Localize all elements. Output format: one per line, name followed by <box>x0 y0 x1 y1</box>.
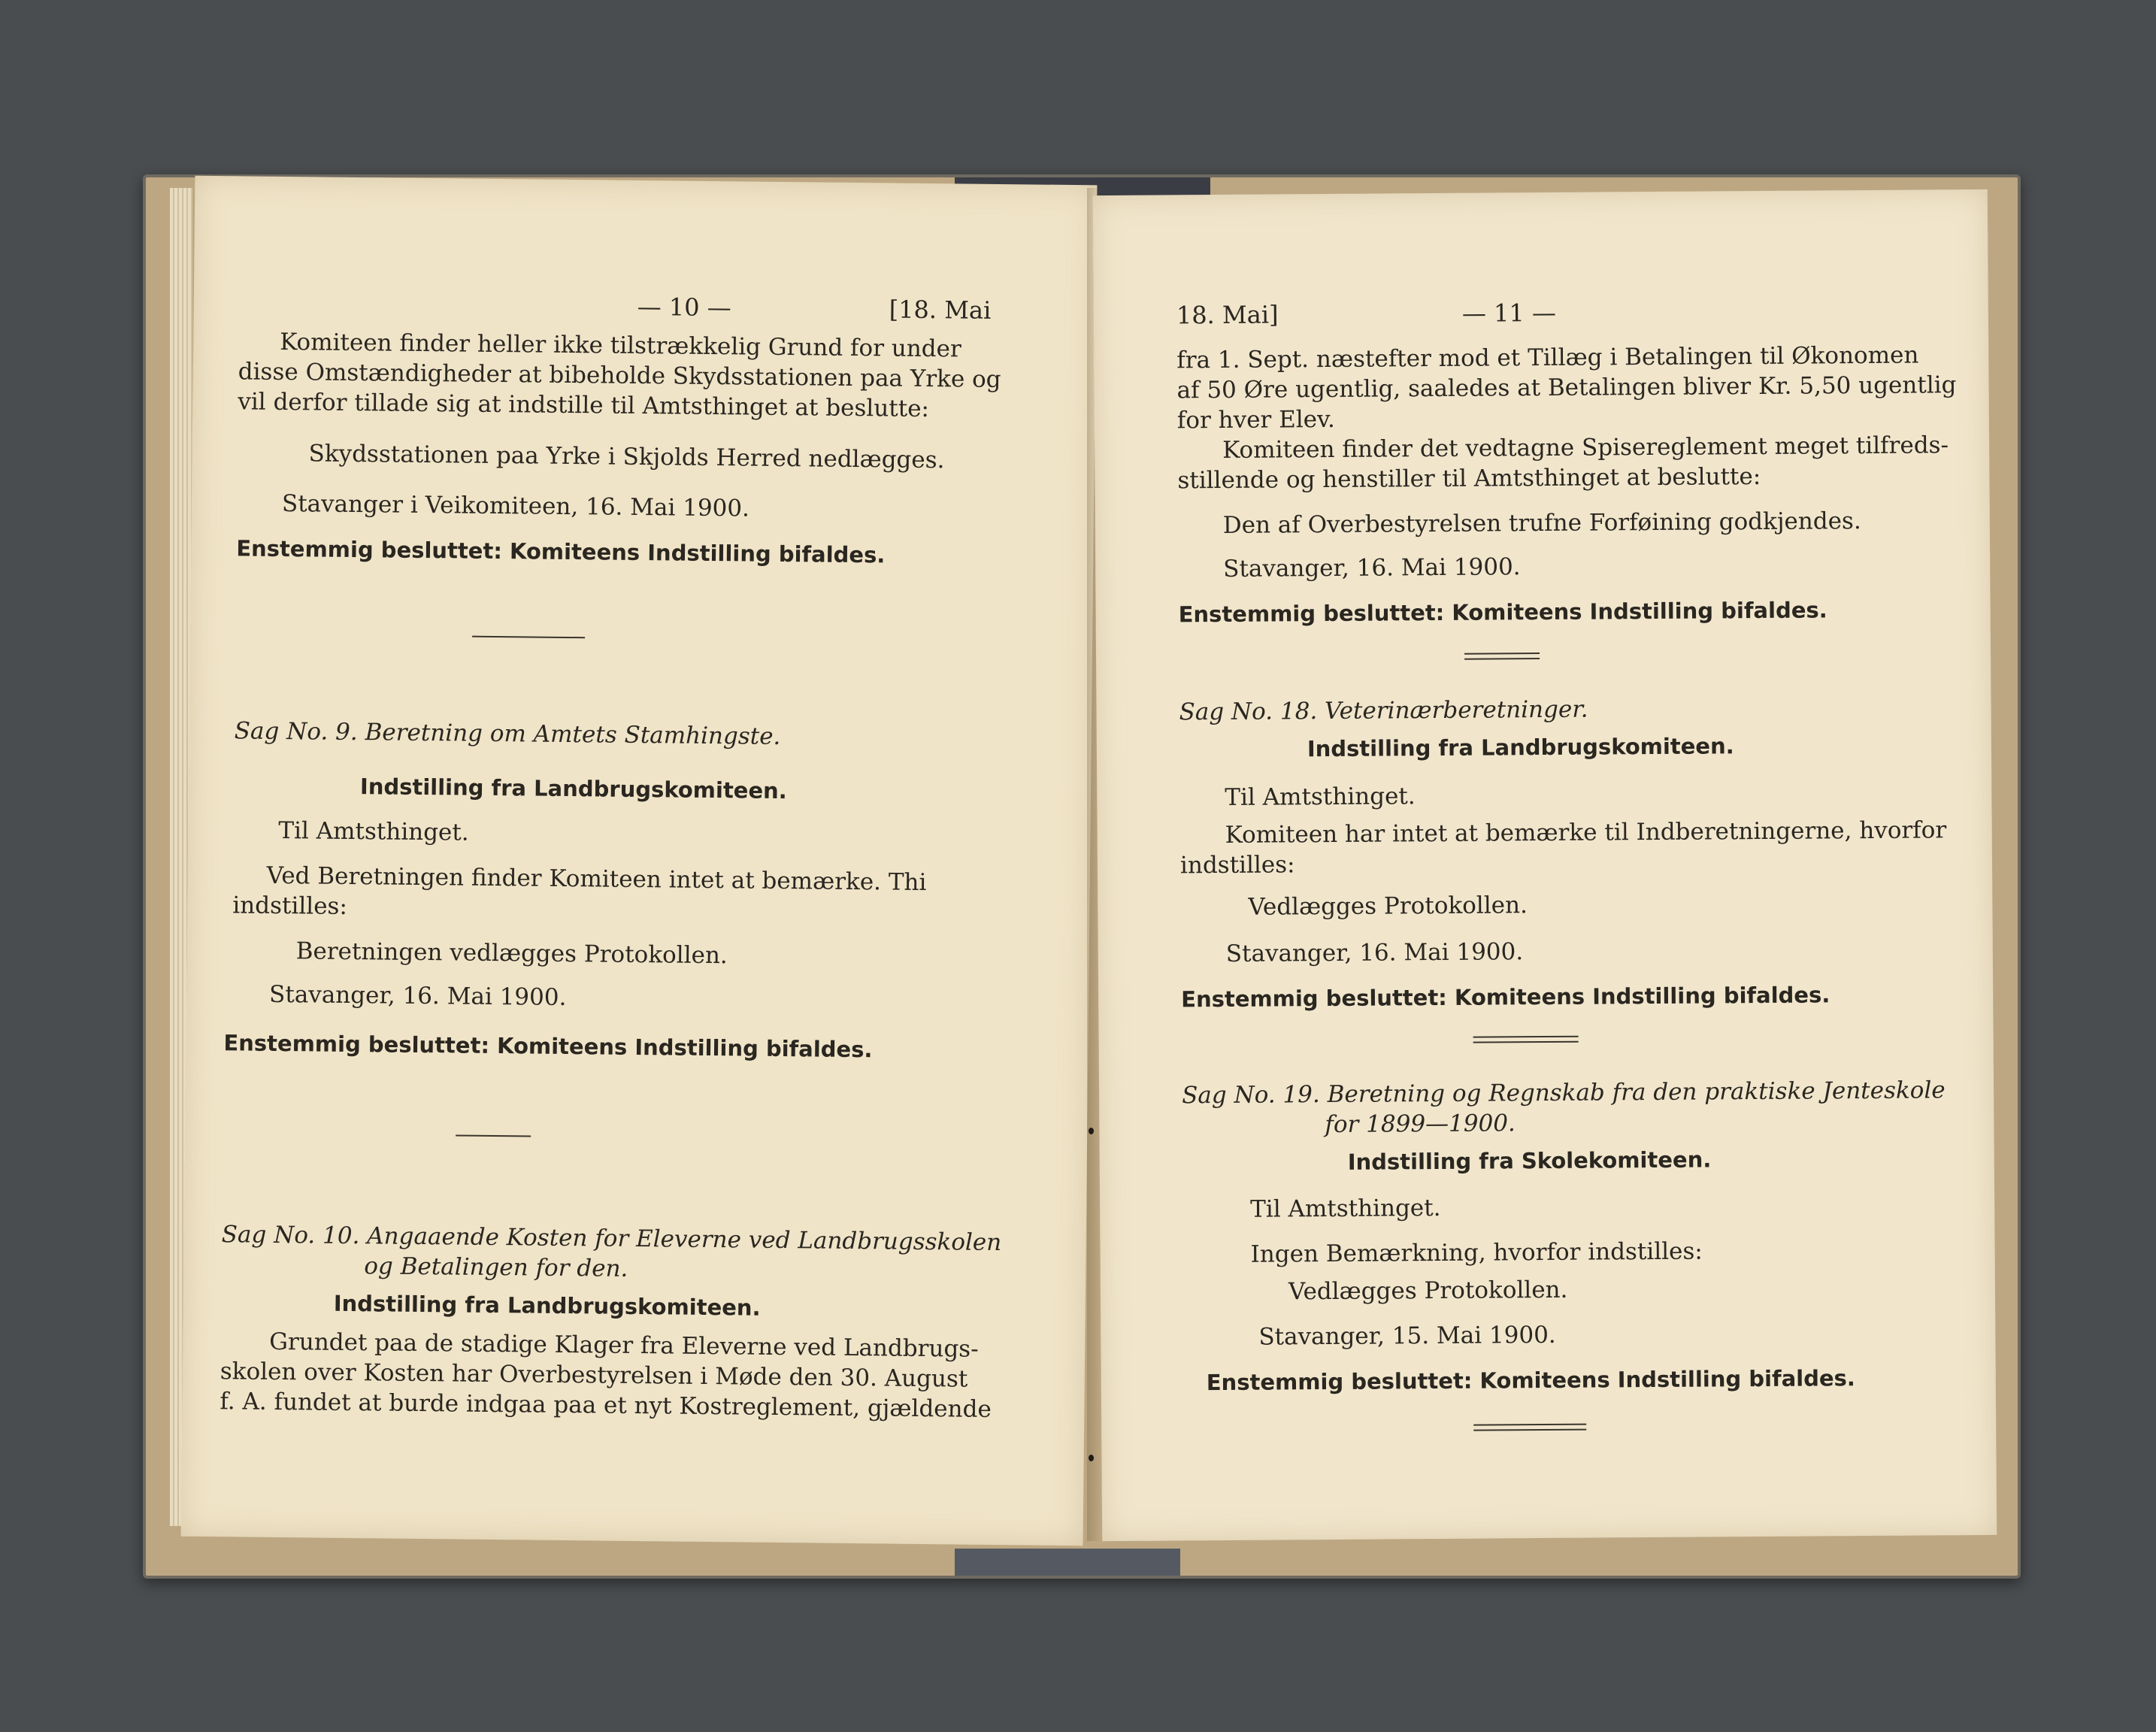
proposal-text: Den af Overbestyrelsen trufne Forføining godkjendes. <box>1222 507 1861 539</box>
committee-heading: Indstilling fra Landbrugskomiteen. <box>359 774 787 804</box>
signoff-text: Stavanger i Veikomiteen, 16. Mai 1900. <box>281 490 750 522</box>
paragraph-line: for hver Elev. <box>1176 405 1335 435</box>
case-title: Sag No. 18. Veterinærberetninger. <box>1179 695 1588 726</box>
page-number: — 11 — <box>1461 298 1557 328</box>
paragraph-line: Ved Beretningen finder Komiteen intet at bemærke. Thi <box>266 861 927 897</box>
proposal-text: Vedlægges Protokollen. <box>1288 1276 1568 1306</box>
page-number: — 10 — <box>637 292 731 322</box>
addressee-text: Til Amtsthinget. <box>1250 1194 1441 1223</box>
left-page-content <box>181 176 1098 1546</box>
case-title: Sag No. 10. Angaaende Kosten for Eleverne ved Landbrugsskolen <box>221 1221 1002 1257</box>
left-page <box>181 176 1098 1546</box>
addressee-text: Til Amtsthinget. <box>278 816 469 846</box>
section-divider <box>1473 1424 1586 1431</box>
section-divider <box>456 1134 531 1137</box>
decision-text: Enstemmig besluttet: Komiteens Indstilling bifaldes. <box>1178 597 1827 628</box>
committee-heading: Indstilling fra Skolekomiteen. <box>1347 1146 1712 1175</box>
paragraph-line: disse Omstændigheder at bibeholde Skydsstationen paa Yrke og <box>238 358 1001 394</box>
section-divider <box>472 636 585 639</box>
right-page-content <box>1093 189 1997 1541</box>
paragraph-line: skolen over Kosten har Overbestyrelsen i Møde den 30. August <box>220 1358 968 1393</box>
paragraph-line: indstilles: <box>232 892 348 920</box>
decision-text: Enstemmig besluttet: Komiteens Indstilling bifaldes. <box>236 535 886 568</box>
paragraph-line: vil derfor tillade sig at indstille til Amtsthinget at beslutte: <box>238 388 930 423</box>
paragraph-line: Komiteen finder det vedtagne Spisereglement meget tilfreds- <box>1222 431 1949 464</box>
decision-text: Enstemmig besluttet: Komiteens Indstilling bifaldes. <box>1206 1365 1855 1396</box>
case-title: Sag No. 9. Beretning om Amtets Stamhingste. <box>234 717 781 750</box>
proposal-text: Vedlægges Protokollen. <box>1248 892 1528 921</box>
paragraph-line: indstilles: <box>1179 851 1295 880</box>
paragraph-line: f. A. fundet at burde indgaa paa et nyt Kostreglement, gjældende <box>220 1388 992 1423</box>
case-title-continued: og Betalingen for den. <box>364 1252 628 1282</box>
proposal-text: Skydsstationen paa Yrke i Skjolds Herred nedlægges. <box>308 440 945 474</box>
decision-text: Enstemmig besluttet: Komiteens Indstilling bifaldes. <box>1181 982 1830 1013</box>
binding-hole <box>1089 1455 1094 1461</box>
committee-heading: Indstilling fra Landbrugskomiteen. <box>333 1290 761 1321</box>
paragraph-line: Ingen Bemærkning, hvorfor indstilles: <box>1250 1237 1703 1268</box>
section-divider <box>1473 1036 1579 1043</box>
section-divider <box>1464 653 1540 660</box>
date-header: [18. Mai <box>889 295 992 325</box>
binding-hole <box>1089 1128 1094 1134</box>
paragraph-line: fra 1. Sept. næstefter mod et Tillæg i Betalingen til Økonomen <box>1176 341 1919 374</box>
case-title-continued: for 1899—1900. <box>1325 1110 1516 1139</box>
proposal-text: Beretningen vedlægges Protokollen. <box>295 937 728 970</box>
decision-text: Enstemmig besluttet: Komiteens Indstilling bifaldes. <box>223 1030 873 1063</box>
paragraph-line: Komiteen har intet at bemærke til Indberetningerne, hvorfor <box>1225 816 1947 849</box>
spine-cloth-bottom <box>955 1549 1180 1576</box>
paragraph-line: stillende og henstiller til Amtsthinget at beslutte: <box>1177 462 1761 495</box>
committee-heading: Indstilling fra Landbrugskomiteen. <box>1307 733 1734 762</box>
paragraph-line: Komiteen finder heller ikke tilstrækkelig Grund for under <box>280 328 961 363</box>
signoff-text: Stavanger, 16. Mai 1900. <box>268 980 567 1011</box>
signoff-text: Stavanger, 15. Mai 1900. <box>1258 1321 1556 1351</box>
case-title: Sag No. 19. Beretning og Regnskab fra den praktiske Jenteskole <box>1182 1076 1946 1110</box>
signoff-text: Stavanger, 16. Mai 1900. <box>1223 553 1521 583</box>
addressee-text: Til Amtsthinget. <box>1225 783 1416 811</box>
paragraph-line: Grundet paa de stadige Klager fra Eleverne ved Landbrugs- <box>269 1328 979 1363</box>
signoff-text: Stavanger, 16. Mai 1900. <box>1225 938 1524 967</box>
paragraph-line: af 50 Øre ugentlig, saaledes at Betalingen bliver Kr. 5,50 ugentlig <box>1176 371 1957 404</box>
date-header: 18. Mai] <box>1176 300 1279 330</box>
right-page <box>1093 189 1997 1541</box>
